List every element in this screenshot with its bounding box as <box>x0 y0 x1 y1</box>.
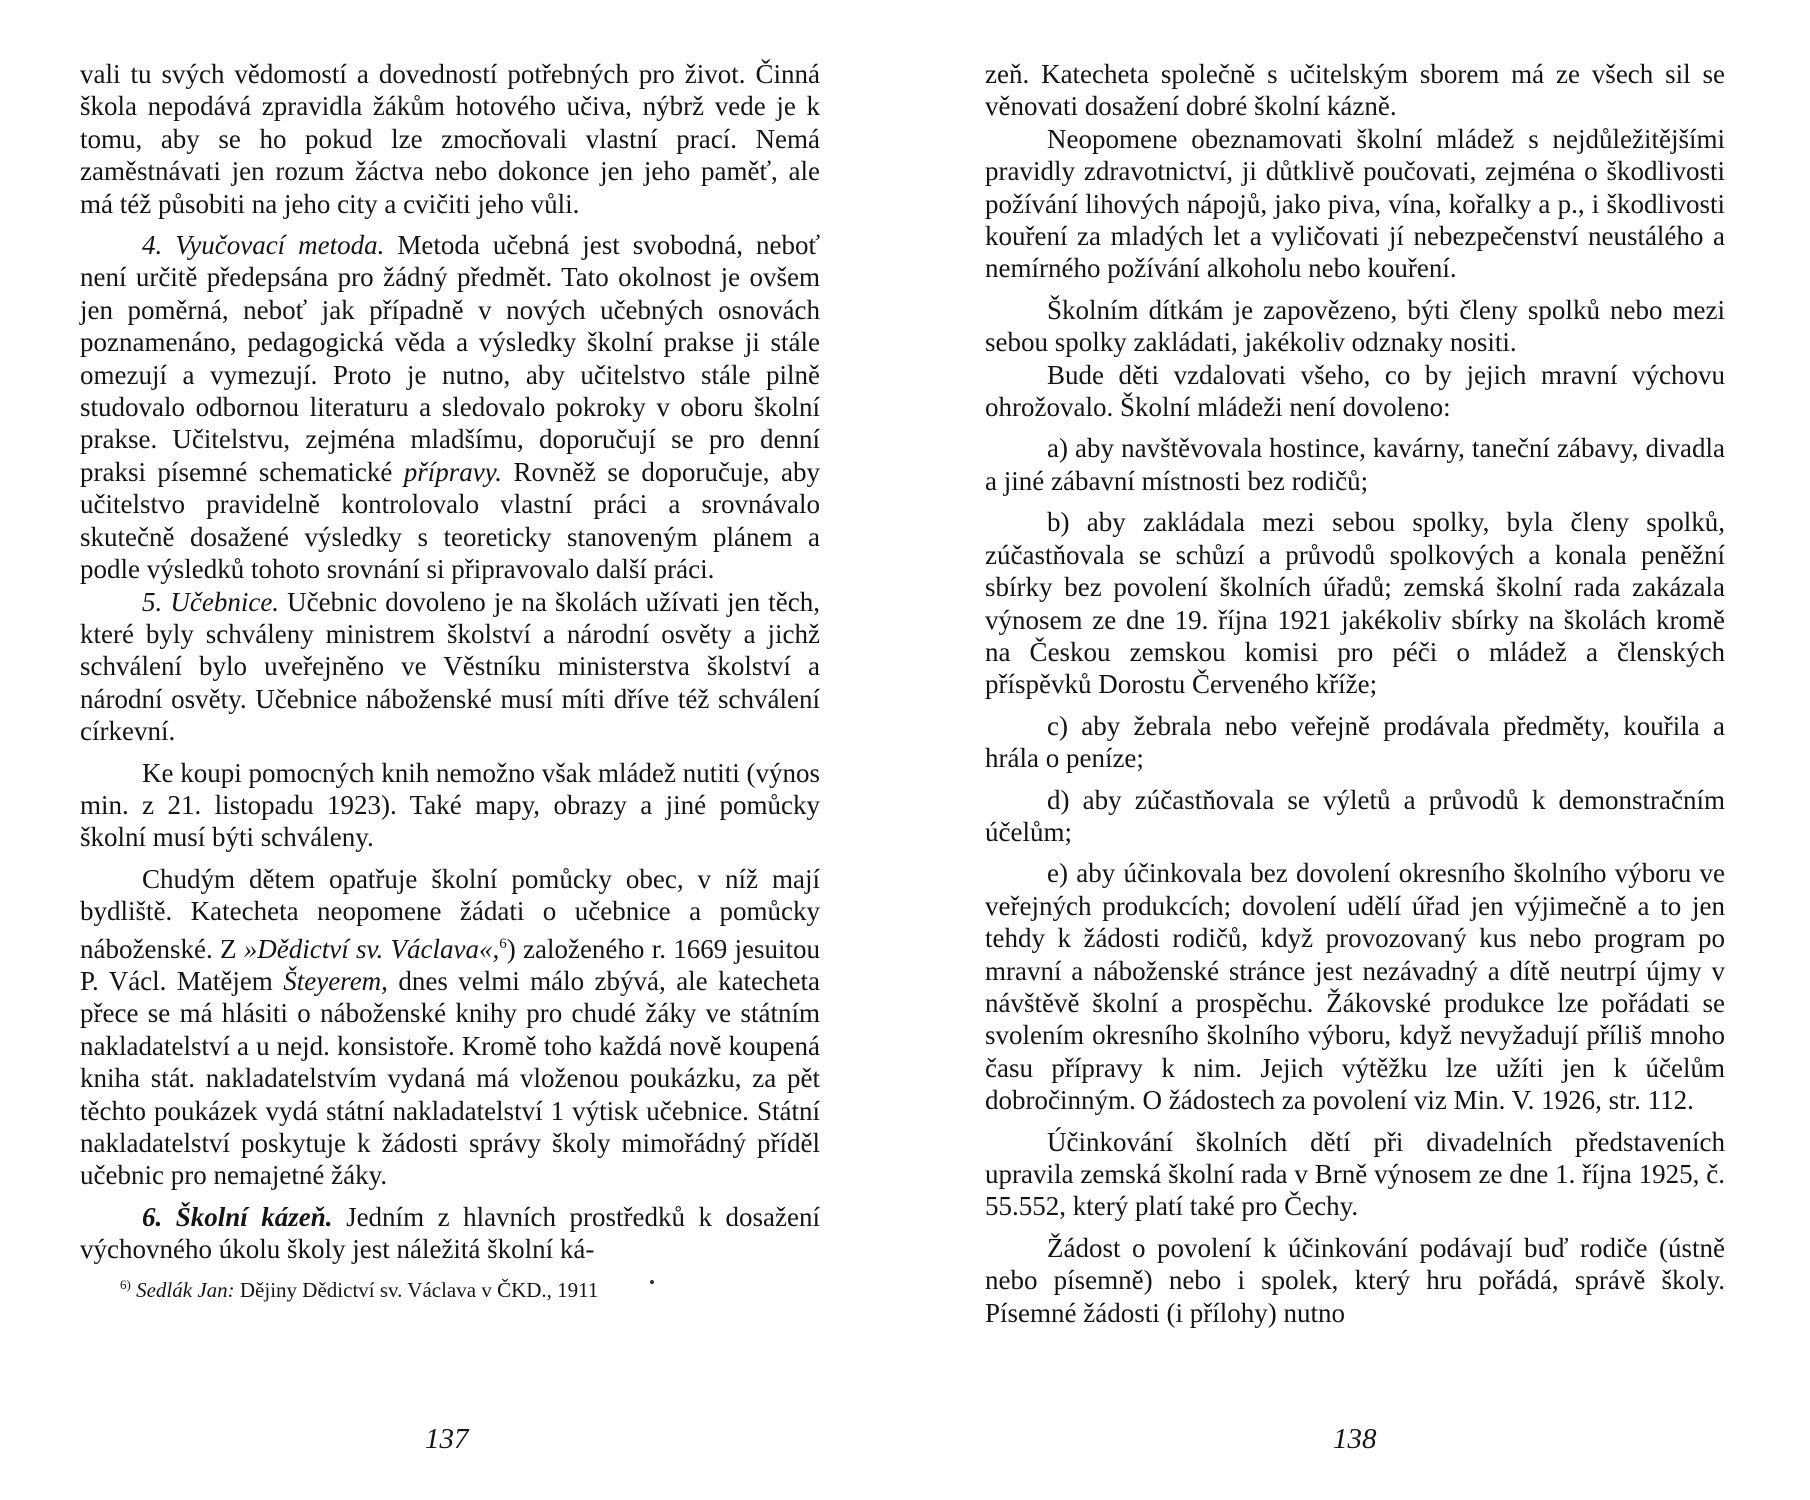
discipline-text: Jedním z hlavních prostředků k dosažení výchovného úkolu školy jest náležitá školní ká- <box>80 1201 820 1265</box>
poor-children-text-c: dnes velmi málo zbývá, ale katecheta přece se má hlásiti o náboženské knihy pro chudé žáky ve státním nakladatelství a u nejd. konsistoře. Kromě toho každá nově koupená kniha stát. nakladatelstvím vydaná má vloženou poukázku, za pět těchto poukázek vydá státní nakladatelství 1 výtisk učebnice. Státní nakladatelství poskytuje k žádosti správy školy mimořádný příděl učebnic pro nemajetné žáky. <box>80 965 820 1191</box>
left-paragraph-teaching-method <box>80 229 820 585</box>
left-paragraph-discipline <box>80 1201 820 1266</box>
left-paragraph-textbooks <box>80 586 820 748</box>
section-heading-textbooks: 5. Učebnice. <box>142 586 280 617</box>
section-heading-teaching-method: 4. Vyučovací metoda. <box>142 230 385 261</box>
right-paragraph-moral: Bude děti vzdalovati všeho, co by jejich mravní výchovu ohrožovalo. Školní mládeži není dovoleno: <box>985 359 1725 423</box>
footnote-mark: 6) <box>120 1276 131 1292</box>
left-page <box>80 58 820 1303</box>
list-item-c: c) aby žebrala nebo veřejně prodávala předměty, kouřila a hrála o peníze; <box>985 710 1725 774</box>
poor-children-emphasis: »Dědictví sv. Václava«, <box>236 933 500 964</box>
section-heading-discipline: 6. Školní kázeň. <box>142 1201 333 1232</box>
textbooks-text: Učebnic dovoleno je na školách užívati jen těch, které byly schváleny ministrem školství a národní osvěty a jichž schválení bylo uveřejněno ve Věstníku ministerstva školství a národní osvěty. Učebnice náboženské musí míti dříve též schválení církevní. <box>80 586 820 747</box>
poor-children-emphasis-name: Šteyerem, <box>272 965 388 996</box>
footnote-author: Sedlák Jan: <box>130 1277 235 1302</box>
left-paragraph-poor-children <box>80 863 820 1192</box>
right-paragraph-clubs: Školním dítkám je zapovězeno, býti členy spolků nebo mezi sebou spolky zakládati, jakékoliv odznaky nositi. <box>985 294 1725 358</box>
list-item-e: e) aby účinkovala bez dovolení okresního školního výboru ve veřejných produkcích; dovolení udělí úřad jen výjimečně a to jen tehdy k žádosti rodičů, když provozovaný kus nebo program po mravní a náboženské stránce jest nezávadný a dítě neutrpí újmy v návštěvě školní a prospěchu. Žákovské produkce lze pořádati se svolením okresního školního výboru, když nevyžadují příliš mnoho času přípravy k nim. Jejich výtěžku lze užíti jen k účelům dobročinným. O žádostech za povolení viz Min. V. 1926, str. 112. <box>985 858 1725 1116</box>
right-paragraph-1: zeň. Katecheta společně s učitelským sborem má ze všech sil se věnovati dosažení dobré školní kázně. <box>985 59 1725 122</box>
right-paragraph-health: Neopomene obeznamovati školní mládež s nejdůležitějšími pravidly zdravotnictví, ji důtklivě poučovati, zejména o škodlivosti požívání lihových nápojů, jako piva, vína, kořalky a p., i škodlivosti kouření za mladých let a vyličovati jí nebezpečenství neustálého a nemírného požívání alkoholu nebo kouření. <box>985 123 1725 284</box>
list-item-b: b) aby zakládala mezi sebou spolky, byla členy spolků, zúčastňovala se schůzí a průvodů spolkových a konala peněžní sbírky bez povolení školních úřadů; zemská školní rada zakázala výnosem ze dne 19. října 1921 jakékoliv sbírky na školách kromě na Českou zemskou komisi pro péči o mládež a členských příspěvků Dorostu Červeného kříže; <box>985 507 1725 700</box>
teaching-method-emphasis: přípravy. <box>392 456 503 487</box>
footnote-text: Dějiny Dědictví sv. Václava v ČKD., 1911 <box>234 1277 599 1302</box>
list-item-d: d) aby zúčastňovala se výletů a průvodů k demonstračním účelům; <box>985 784 1725 847</box>
page-number-right: 138 <box>1333 1423 1377 1455</box>
left-paragraph-aids: Ke koupi pomocných knih nemožno však mládež nutiti (výnos min. z 21. listopadu 1923). Také mapy, obrazy a jiné pomůcky školní musí býti schváleny. <box>80 757 820 853</box>
right-paragraph-performances: Účinkování školních dětí při divadelních představeních upravila zemská školní rada v Brně výnosem ze dne 1. října 1925, č. 55.552, který platí také pro Čechy. <box>985 1126 1725 1222</box>
teaching-method-text-end: Rovněž se doporučuje, aby učitelstvo pravidelně kontrolovalo vlastní práci a srovnávalo skutečně dosažené výsledky s teoreticky stanoveným plánem a podle výsledků tohoto srovnání si připravovalo další práci. <box>80 456 820 585</box>
page-number-left: 137 <box>425 1423 469 1455</box>
right-page <box>985 58 1725 1329</box>
left-paragraph-1: vali tu svých vědomostí a dovedností potřebných pro život. Činná škola nepodává zpravidla žákům hotového učiva, nýbrž vede je k tomu, aby se ho pokud lze zmocňovali vlastní prací. Nemá zaměstnávati jen rozum žáctva nebo dokonce jen jeho paměť, ale má též působiti na jeho city a cvičiti jeho vůli. <box>80 59 820 219</box>
right-paragraph-request: Žádost o povolení k účinkování podávají buď rodiče (ústně nebo písemně) nebo i spolek, který hru pořádá, správě školy. Písemné žádosti (i přílohy) nutno <box>985 1232 1725 1328</box>
poor-children-text-b: ) založeného r. 1669 jesuitou P. Václ. Matějem <box>80 933 820 996</box>
print-speck <box>650 1280 654 1284</box>
list-item-a: a) aby navštěvovala hostince, kavárny, taneční zábavy, divadla a jiné zábavní místnosti bez rodičů; <box>985 433 1725 496</box>
poor-children-text-a: Chudým dětem opatřuje školní pomůcky obec, v níž mají bydliště. Katecheta neopomene žádati o učebnice a pomůcky náboženské. Z <box>80 863 820 964</box>
footnote <box>120 1272 820 1303</box>
footnote-reference: 6 <box>499 935 507 952</box>
teaching-method-text: Metoda učebná jest svobodná, neboť není určitě předepsána pro žádný předmět. Tato okolnost je ovšem jen poměrná, neboť jak případně v nových učebných osnovách poznamenáno, pedagogická věda a výsledky školní prakse ji stále omezují a vymezují. Proto je nutno, aby učitelstvo stále pilně studovalo odbornou literaturu a sledovalo pokroky v oboru školní prakse. Učitelstvu, zejména mladšímu, doporučují se pro denní praksi písemné schematické <box>80 230 821 487</box>
